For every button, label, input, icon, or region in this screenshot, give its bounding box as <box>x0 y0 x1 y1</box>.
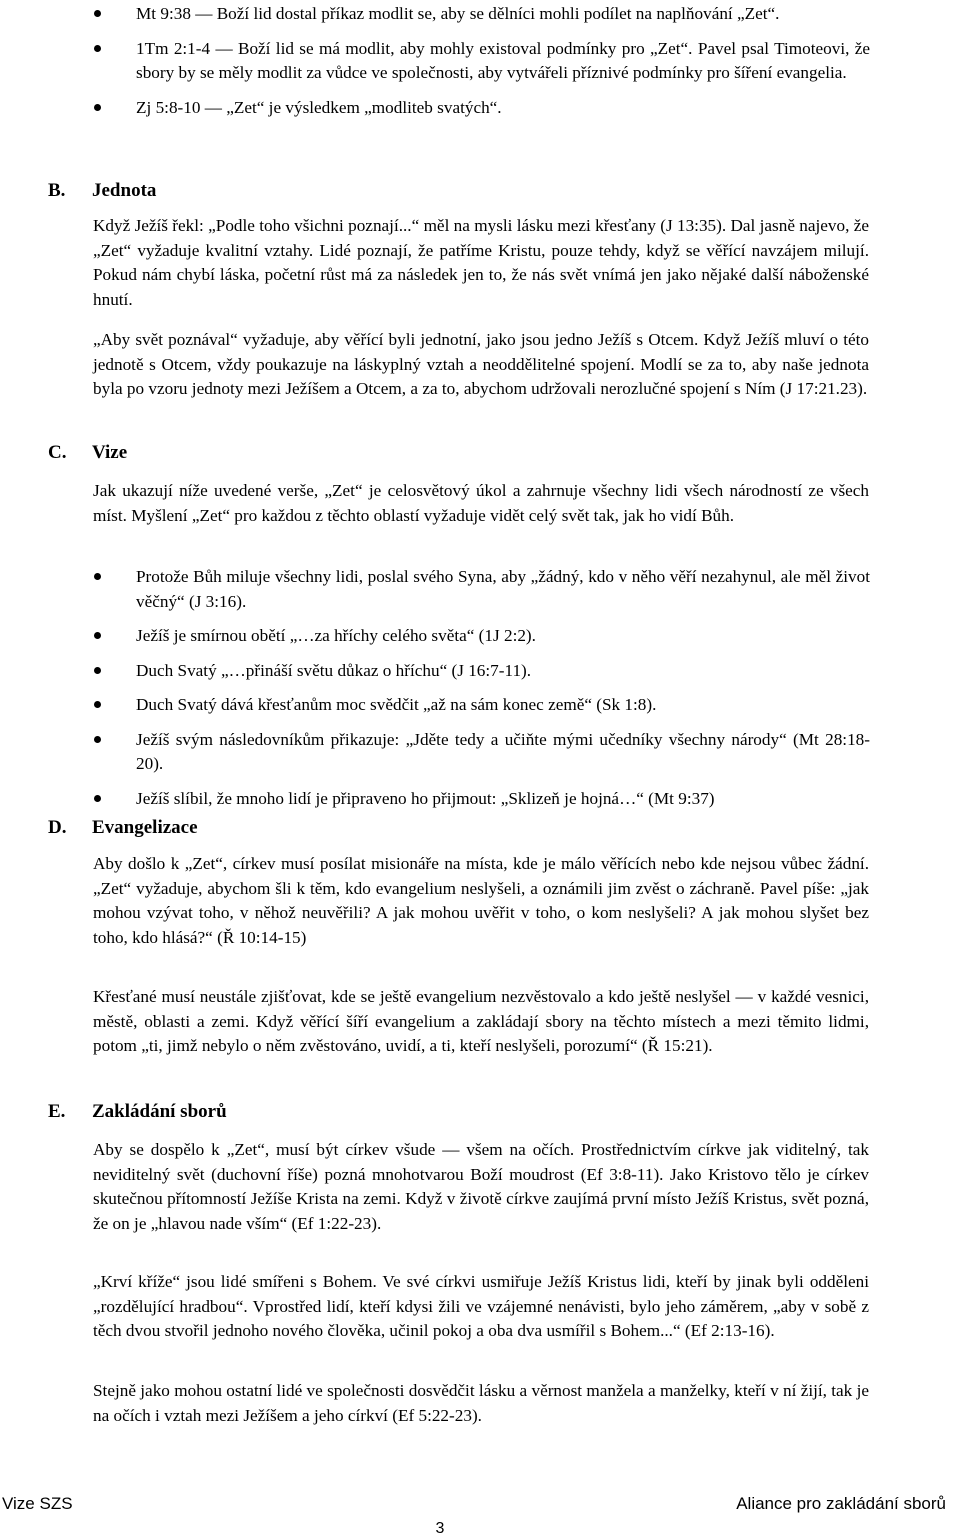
list-item: Duch Svatý dává křesťanům moc svědčit „až na sám konec země“ (Sk 1:8). <box>0 693 960 718</box>
section-heading-evangelism: D. Evangelizace <box>48 817 198 838</box>
vision-paragraph: Jak ukazují níže uvedené verše, „Zet“ je celosvětový úkol a zahrnuje všechny lidi všech národností ze všech míst. Myšlení „Zet“ pro každou z těchto oblastí vyžaduje vidět celý svět tak, jak ho vidí Bůh. <box>93 481 869 525</box>
list-item: Ježíš svým následovníkům přikazuje: „Jděte tedy a učiňte mými učedníky všechny národy“ (Mt 28:18-20). <box>0 728 960 777</box>
section-heading-church-planting: E. Zakládání sborů <box>48 1101 227 1122</box>
church-planting-paragraph-1: Aby se dospělo k „Zet“, musí být církev všude — všem na očích. Prostřednictvím církve jak viditelný, tak neviditelný svět (duchovní říše) pozná mnohotvarou Boží moudrost (Ef 3:8-11). Jako Kristovo tělo je církev skutečnou přítomností Ježíše Krista na zemi. Když v životě církve zaujímá první místo Ježíš Kristus, svět pozná, že on je „hlavou nade vším“ (Ef 1:22-23). <box>93 1140 869 1233</box>
vision-bullet-list <box>0 565 960 811</box>
list-item: Ježíš je smírnou obětí „…za hříchy celého světa“ (1J 2:2). <box>0 624 960 649</box>
list-item: Mt 9:38 — Boží lid dostal příkaz modlit se, aby se dělníci mohli podílet na naplňování „Zet“. <box>0 2 960 27</box>
section-heading-vision: C. Vize <box>48 442 128 463</box>
prayer-bullet-list <box>0 2 960 120</box>
list-item: Ježíš slíbil, že mnoho lidí je připraveno ho přijmout: „Sklizeň je hojná…“ (Mt 9:37) <box>0 787 960 812</box>
section-heading-unity: B. Jednota <box>48 180 157 201</box>
list-item: Duch Svatý „…přináší světu důkaz o hříchu“ (J 16:7-11). <box>0 659 960 684</box>
page-number: 3 <box>435 1520 445 1537</box>
unity-paragraph-2: „Aby svět poznával“ vyžaduje, aby věřící byli jednotní, jako jsou jedno Ježíš s Otcem. Když Ježíš mluví o této jednotě s Otcem, vždy poukazuje na láskyplný vztah a neoddělitelné spojení. Modlí se za to, aby naše jednota byla po vzoru jednoty mezi Ježíšem a Otcem, a za to, abychom udržovali nerozlučné spojení s Ním (J 17:21.23). <box>93 330 869 398</box>
evangelism-paragraph-2: Křesťané musí neustále zjišťovat, kde se ještě evangelium nezvěstovalo a kdo ještě neslyšel — v každé vesnici, městě, oblasti a zemi. Když věřící šíří evangelium a zakládají sbory na těchto místech a mezi těmito lidmi, potom „ti, jimž nebylo o něm zvěstováno, uvidí, a ti, kteří neslyšeli, porozumí“ (Ř 15:21). <box>93 987 869 1055</box>
unity-paragraph-1: Když Ježíš řekl: „Podle toho všichni poznají...“ měl na mysli lásku mezi křesťany (J 13:35). Dal jasně najevo, že „Zet“ vyžaduje kvalitní vztahy. Lidé poznají, že patříme Kristu, pouze tehdy, když se věřící navzájem milují. Pokud nám chybí láska, početní růst má za následek jen to, že nás svět vnímá jen jako nějaké další náboženské hnutí. <box>93 216 869 309</box>
footer-right-text: Aliance pro zakládání sborů <box>736 1494 946 1513</box>
list-item: Protože Bůh miluje všechny lidi, poslal svého Syna, aby „žádný, kdo v něho věří nezahynul, ale měl život věčný“ (J 3:16). <box>0 565 960 614</box>
evangelism-paragraph-1: Aby došlo k „Zet“, církev musí posílat misionáře na místa, kde je málo věřících nebo kde nejsou vůbec žádní. „Zet“ vyžaduje, abychom šli k těm, kdo evangelium neslyšeli, a oznámili jim zvěst o záchraně. Pavel píše: „jak mohou vzývat toho, v něhož neuvěřili? A jak mohou uvěřit v toho, o kom neslyšeli? A jak mohou slyšet bez toho, kdo hlásá?“ (Ř 10:14-15) <box>93 854 869 947</box>
church-planting-paragraph-2: „Krví kříže“ jsou lidé smířeni s Bohem. Ve své církvi usmiřuje Ježíš Kristus lidi, kteří by jinak byli odděleni „rozdělující hradbou“. Vprostřed lidí, kteří kdysi žili ve vzájemné nenávisti, bylo jeho záměrem, „aby v sobě z těch dvou stvořil jednoho nového člověka, učinil pokoj a oba dva usmířil s Bohem...“ (Ef 2:13-16). <box>93 1272 869 1340</box>
list-item: Zj 5:8-10 — „Zet“ je výsledkem „modliteb svatých“. <box>0 96 960 121</box>
list-item: 1Tm 2:1-4 — Boží lid se má modlit, aby mohly existoval podmínky pro „Zet“. Pavel psal Timoteovi, že sbory by se měly modlit za vůdce ve společnosti, aby vytvářeli příznivé podmínky pro šíření evangelia. <box>0 37 960 86</box>
church-planting-paragraph-3: Stejně jako mohou ostatní lidé ve společnosti dosvědčit lásku a věrnost manžela a manželky, kteří v ní žijí, tak je na očích i vztah mezi Ježíšem a jeho církví (Ef 5:22-23). <box>93 1381 869 1425</box>
footer-left-text: Vize SZS <box>2 1494 73 1513</box>
